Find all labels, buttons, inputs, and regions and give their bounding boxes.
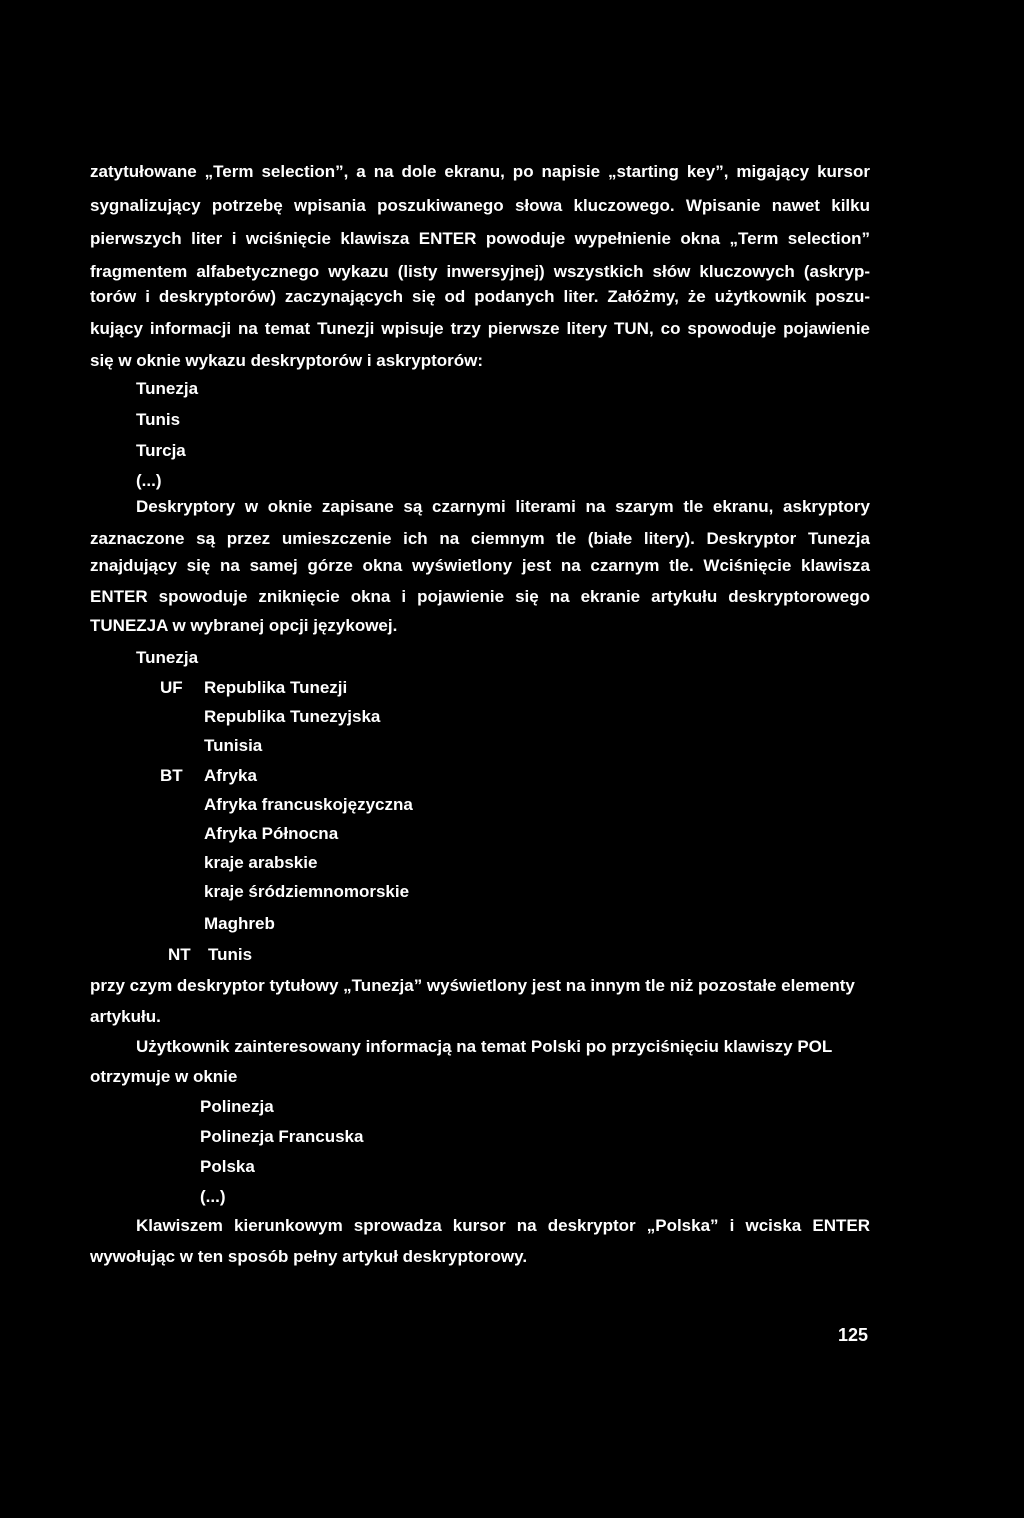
bt-term: Afryka bbox=[204, 766, 257, 785]
p2-line-4: ENTER spowoduje zniknięcie okna i pojawienie się na ekranie artykułu deskryptorowego bbox=[90, 587, 870, 606]
p4-line-2: otrzymuje w oknie bbox=[90, 1067, 238, 1086]
p2-line-3: znajdujący się na samej górze okna wyświetlony jest na czarnym tle. Wciśnięcie klawisza bbox=[90, 556, 870, 575]
p1-line-5: torów i deskryptorów) zaczynających się od podanych liter. Załóżmy, że użytkownik poszu- bbox=[90, 287, 870, 306]
bt-term: Afryka Północna bbox=[204, 824, 339, 843]
p1-line-7: się w oknie wykazu deskryptorów i askryptorów: bbox=[90, 351, 484, 370]
bt-term: Afryka francuskojęzyczna bbox=[204, 795, 413, 814]
bt-term: kraje śródziemnomorskie bbox=[204, 882, 410, 901]
p2-line-1: Deskryptory w oknie zapisane są czarnymi literami na szarym tle ekranu, askryptory bbox=[136, 497, 870, 516]
p4-line-1: Użytkownik zainteresowany informacją na temat Polski po przyciśnięciu klawiszy POL bbox=[136, 1037, 833, 1056]
list1-item: Tunis bbox=[136, 410, 181, 429]
list1-item: Turcja bbox=[136, 441, 186, 460]
uf-term: Republika Tunezji bbox=[204, 678, 348, 697]
bt-code: BT bbox=[160, 766, 183, 785]
p2-line-2: zaznaczone są przez umieszczenie ich na ciemnym tle (białe litery). Deskryptor Tunezja bbox=[90, 529, 870, 548]
uf-term: Tunisia bbox=[204, 736, 263, 755]
list2-item: Polinezja bbox=[200, 1097, 274, 1116]
document-page bbox=[90, 0, 880, 1518]
bt-term: Maghreb bbox=[204, 914, 275, 933]
list1-item: (...) bbox=[136, 471, 162, 490]
uf-term: Republika Tunezyjska bbox=[204, 707, 381, 726]
list1-item: Tunezja bbox=[136, 379, 199, 398]
p3-line-2: artykułu. bbox=[90, 1007, 161, 1026]
p1-line-3: pierwszych liter i wciśnięcie klawisza ENTER powoduje wypełnienie okna „Term selection” bbox=[90, 229, 870, 248]
bt-term: kraje arabskie bbox=[204, 853, 318, 872]
nt-term: Tunis bbox=[208, 945, 253, 964]
p1-line-1: zatytułowane „Term selection”, a na dole ekranu, po napisie „starting key”, migający kursor bbox=[90, 162, 870, 181]
p1-line-2: sygnalizujący potrzebę wpisania poszukiwanego słowa kluczowego. Wpisanie nawet kilku bbox=[90, 196, 870, 215]
p5-line-1: Klawiszem kierunkowym sprowadza kursor na deskryptor „Polska” i wciska ENTER bbox=[136, 1216, 870, 1235]
list2-item: (...) bbox=[200, 1187, 226, 1206]
page-number: 125 bbox=[838, 1325, 869, 1345]
p3-line-1: przy czym deskryptor tytułowy „Tunezja” wyświetlony jest na innym tle niż pozostałe elementy bbox=[90, 976, 855, 995]
nt-code: NT bbox=[168, 945, 191, 964]
p1-line-6: kujący informacji na temat Tunezji wpisuje trzy pierwsze litery TUN, co spowoduje pojawienie bbox=[90, 319, 870, 338]
uf-code: UF bbox=[160, 678, 183, 697]
article-title: Tunezja bbox=[136, 648, 199, 667]
list2-item: Polska bbox=[200, 1157, 255, 1176]
p1-line-4: fragmentem alfabetycznego wykazu (listy inwersyjnej) wszystkich słów kluczowych (askryp- bbox=[90, 262, 870, 281]
p2-line-5: TUNEZJA w wybranej opcji językowej. bbox=[90, 616, 398, 635]
p5-line-2: wywołując w ten sposób pełny artykuł deskryptorowy. bbox=[90, 1247, 528, 1266]
list2-item: Polinezja Francuska bbox=[200, 1127, 364, 1146]
